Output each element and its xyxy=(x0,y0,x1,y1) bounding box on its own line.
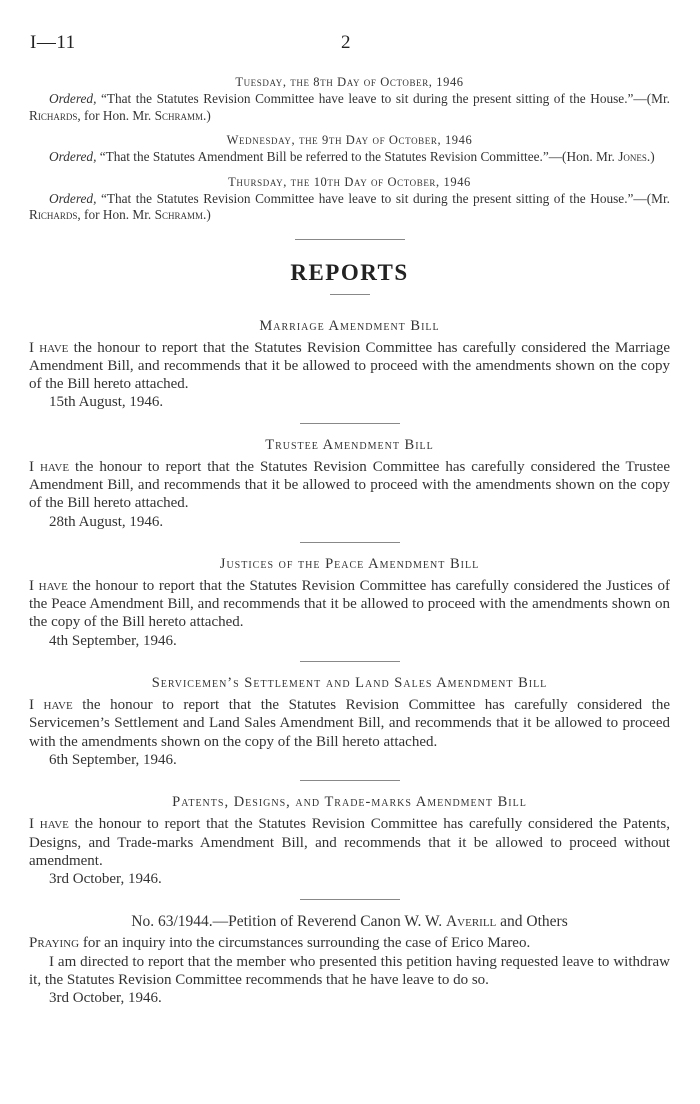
report-body xyxy=(29,577,670,632)
report-text: the honour to report that the Statutes Revision Committee has carefully considered the Justices of the Peace Amendment Bill, and recommends that it be allowed to proceed with the amendments shown on the copy of the Bill hereto attached. xyxy=(29,577,670,631)
petition-title-prefix: No. 63/1944.—Petition of Reverend Canon W. W. xyxy=(131,913,446,931)
petition-body: I am directed to report that the member who presented this petition having requested leave to withdraw it, the Statutes Revision Committee recommends that he have leave to do so. xyxy=(29,953,670,989)
heading-underline xyxy=(330,294,370,295)
reports-heading: REPORTS xyxy=(290,259,409,285)
order-mover: Jones xyxy=(618,149,647,164)
order-text: “That the Statutes Revision Committee have leave to sit during the present sitting of the House.”—(Mr. xyxy=(100,91,670,106)
section-divider xyxy=(295,239,405,240)
petition-lead: Praying xyxy=(29,935,80,952)
page-number: 2 xyxy=(341,32,351,53)
order-entry xyxy=(29,191,670,224)
ordered-label: Ordered, xyxy=(49,91,97,106)
order-mover: Richards xyxy=(29,207,78,222)
bill-title: Patents, Designs, and Trade-marks Amendment Bill xyxy=(172,794,527,811)
document-reference: I—11 xyxy=(30,32,76,53)
ordered-label: Ordered, xyxy=(49,190,97,206)
petition-title-suffix: and Others xyxy=(496,913,568,931)
report-text: the honour to report that the Statutes Revision Committee has carefully considered the Marriage Amendment Bill, and recommends that it be allowed to proceed with the amendments shown on the copy of the Bill hereto attached. xyxy=(29,339,670,393)
bill-title: Trustee Amendment Bill xyxy=(265,436,434,453)
petition-prayer xyxy=(29,934,670,952)
order-on-behalf: Schramm xyxy=(154,207,203,222)
report-divider xyxy=(300,542,400,543)
order-end: .) xyxy=(203,107,211,123)
petition-title xyxy=(29,912,670,931)
order-text: “That the Statutes Revision Committee have leave to sit during the present sitting of the House.”—(Mr. xyxy=(100,190,670,206)
report-body xyxy=(29,339,670,394)
report-date: 28th August, 1946. xyxy=(49,513,164,530)
petition-prayer-text: for an inquiry into the circumstances surrounding the case of Erico Mareo. xyxy=(79,935,531,952)
page-content xyxy=(29,73,670,1008)
order-on-behalf: Schramm xyxy=(154,107,203,123)
report-body xyxy=(29,696,670,751)
order-middle: , for Hon. Mr. xyxy=(77,207,155,222)
report-date: 6th September, 1946. xyxy=(49,751,177,768)
order-entry xyxy=(29,91,670,124)
bill-title: Justices of the Peace Amendment Bill xyxy=(219,555,480,572)
petitioner-name: Averill xyxy=(445,913,497,931)
order-text: “That the Statutes Amendment Bill be referred to the Statutes Revision Committee.”—(Hon. Mr. xyxy=(99,149,619,164)
report-lead: I have xyxy=(29,339,69,356)
report-divider xyxy=(300,423,400,424)
report-lead: I have xyxy=(29,577,68,594)
order-end: .) xyxy=(646,149,655,164)
order-middle: , for Hon. Mr. xyxy=(77,107,155,123)
petition-report xyxy=(29,912,670,1007)
order-date: Tuesday, the 8th Day of October, 1946 xyxy=(235,75,464,89)
bill-title: Marriage Amendment Bill xyxy=(259,317,440,334)
report-trustee xyxy=(29,436,670,531)
report-text: the honour to report that the Statutes Revision Committee has carefully considered the Trustee Amendment Bill, and recommends that it be allowed to proceed with the amendments shown on the copy of the Bill hereto attached. xyxy=(29,458,670,512)
report-patents xyxy=(29,793,670,888)
report-servicemen xyxy=(29,674,670,769)
report-marriage xyxy=(29,317,670,412)
order-date: Thursday, the 10th Day of October, 1946 xyxy=(228,174,471,189)
order-mover: Richards xyxy=(29,107,78,123)
report-body xyxy=(29,458,670,513)
report-divider xyxy=(300,661,400,662)
report-text: the honour to report that the Statutes Revision Committee has carefully considered the Servicemen’s Settlement and Land Sales Amendment Bill, and recommends that it be allowed to proceed with the amendments shown on the copy of the Bill hereto attached. xyxy=(29,697,670,750)
bill-title: Servicemen’s Settlement and Land Sales Amendment Bill xyxy=(151,675,548,692)
ordered-label: Ordered, xyxy=(49,149,97,164)
report-text: the honour to report that the Statutes Revision Committee has carefully considered the Patents, Designs, and Trade-marks Amendment Bill, and recommends that it be allowed to proceed without amendment. xyxy=(29,816,670,869)
report-body xyxy=(29,815,670,870)
report-date: 15th August, 1946. xyxy=(49,394,164,411)
report-lead: I have xyxy=(29,697,73,714)
report-divider xyxy=(300,780,400,781)
petition-date: 3rd October, 1946. xyxy=(49,990,162,1007)
report-date: 4th September, 1946. xyxy=(49,632,177,649)
report-justices xyxy=(29,555,670,650)
report-date: 3rd October, 1946. xyxy=(49,871,162,888)
report-lead: I have xyxy=(29,816,69,833)
report-lead: I have xyxy=(29,458,70,475)
order-entry xyxy=(29,149,670,166)
order-end: .) xyxy=(203,207,211,222)
order-date: Wednesday, the 9th Day of October, 1946 xyxy=(226,133,473,147)
report-divider xyxy=(300,899,400,900)
